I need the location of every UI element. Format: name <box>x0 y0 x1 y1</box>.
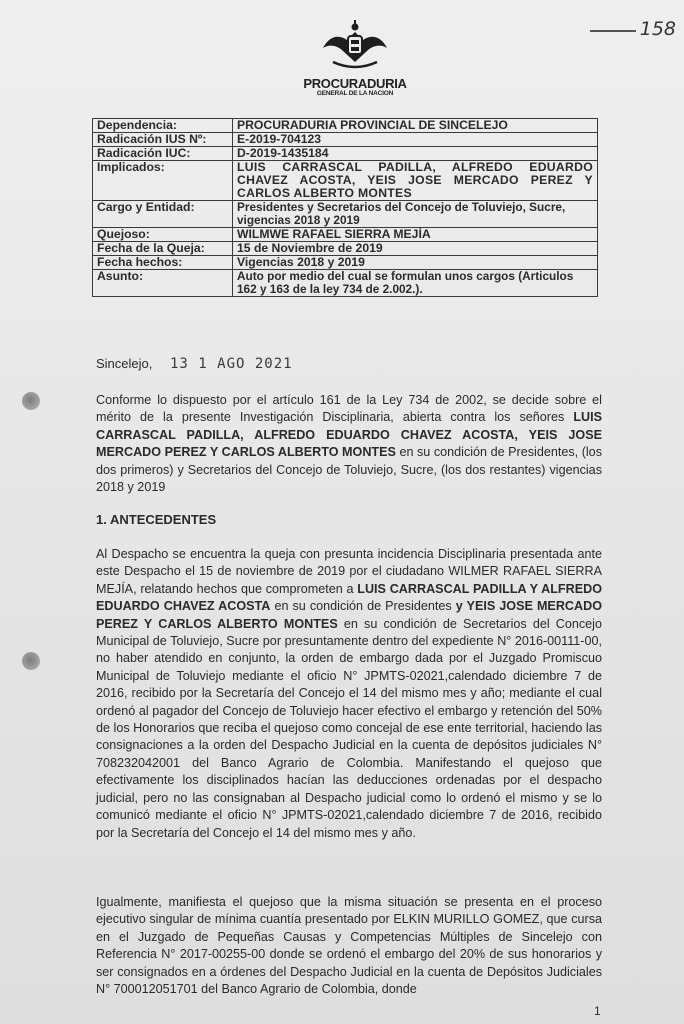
table-key: Asunto: <box>93 270 233 297</box>
table-row <box>93 201 598 228</box>
antecedentes-paragraph-2: Igualmente, manifiesta el quejoso que la misma situación se presenta en el proceso ejecutivo singular de mínima cuantía presentado por ELKIN MURILLO GOMEZ, que cursa en el Juzgado de Pequeñas Causas y Competencias Múltiples de Sincelejo con Referencia N° 2017-00255-00 donde se ordenó el embargo del 20% de sus honorarios y ser consignados en a órdenes del Despacho Judicial en la cuenta de Depósitos Judiciales N° 700012051701 del Banco Agrario de Colombia, donde <box>96 895 602 997</box>
table-value: E-2019-704123 <box>233 133 598 147</box>
section-title: 1. ANTECEDENTES <box>96 512 217 527</box>
table-row <box>93 119 598 133</box>
table-row <box>93 147 598 161</box>
table-value: Auto por medio del cual se formulan unos cargos (Articulos 162 y 163 de la ley 734 de 2.002.). <box>233 270 598 297</box>
table-value: D-2019-1435184 <box>233 147 598 161</box>
punch-hole <box>22 392 40 410</box>
table-key: Radicación IUS Nº: <box>93 133 233 147</box>
case-info-table <box>92 118 598 297</box>
p1-text: Al Despacho se encuentra la queja con presunta incidencia Disciplinaria presentada ante este Despacho el 15 de noviembre de 2019 por el ciudadano WILMER RAFAEL SIERRA MEJÍA, relatando hechos que comprometen a <box>96 547 602 596</box>
p1-text-3: en su condición de Secretarios del Concejo Municipal de Toluviejo, Sucre por presuntamente dentro del expediente N° 2016-00111-00, no haber atendido en conjunto, la orden de embargo dada por el Juzgado Promiscuo Municipal de Toluviejo mediante el oficio N° JPMTS-02021,calendado diciembre 7 de 2016, recibido por la Secretaría del Concejo el 14 del mismo mes y año; mediante el cual ordenó al pagador del Concejo de Toluviejo hacer efectivo el embargo y retención del 50% de los Honorarios que reciba el quejoso como concejal de ese ente territorial, haciendo las consignaciones a la orden del Despacho Judicial en la cuenta de depósitos judiciales N° 708232042001 del Banco Agrario de Colombia. Manifestando el quejoso que efectivamente los disciplinados hacían las deducciones ordenadas por el despacho judicial, pero no las consignaban al Despacho judicial como lo ordenó el mismo y se lo comunicó mediante el oficio N° JPMTS-02021,calendado diciembre 7 de 2016, recibido por la Secretaría del Concejo el 14 del mismo mes y año. <box>96 616 602 840</box>
p1-names: LUIS CARRASCAL PADILLA Y ALFREDO EDUARDO CHAVEZ ACOSTA <box>96 581 602 614</box>
date-place: Sincelejo, <box>96 356 153 371</box>
date-stamp: 13 1 AGO 2021 <box>170 356 293 372</box>
table-value: LUIS CARRASCAL PADILLA, ALFREDO EDUARDO CHAVEZ ACOSTA, YEIS JOSE MERCADO PEREZ Y CARLOS ALBERTO MONTES <box>233 161 598 201</box>
org-subtitle: GENERAL DE LA NACION <box>316 90 394 97</box>
date-line <box>96 356 293 372</box>
intro-paragraph <box>96 392 602 496</box>
intro-text-2: en su condición de Presidentes, (los dos primeros) y Secretarios del Concejo de Toluviejo, Sucre, (los dos restantes) vigencias 2018 y 2019 <box>96 445 602 495</box>
page-number: 1 <box>594 1004 601 1018</box>
folio-number: 158 <box>639 18 676 40</box>
punch-hole <box>22 652 40 670</box>
table-key: Radicación IUC: <box>93 147 233 161</box>
table-row <box>93 256 598 270</box>
table-key: Fecha hechos: <box>93 256 233 270</box>
table-key: Dependencia: <box>93 119 233 133</box>
p1-names-2: y YEIS JOSE MERCADO PEREZ Y CARLOS ALBERTO MONTES <box>96 599 603 631</box>
table-value: Vigencias 2018 y 2019 <box>233 256 598 270</box>
table-key: Implicados: <box>93 161 233 201</box>
table-value: Presidentes y Secretarios del Concejo de Toluviejo, Sucre, vigencias 2018 y 2019 <box>233 201 598 228</box>
table-key: Fecha de la Queja: <box>93 242 233 256</box>
table-key: Quejoso: <box>93 228 233 242</box>
table-key: Cargo y Entidad: <box>93 201 233 228</box>
table-row <box>93 242 598 256</box>
intro-text: Conforme lo dispuesto por el artículo 161 de la Ley 734 de 2002, se decide sobre el mérito de la presente Investigación Disciplinaria, abierta contra los señores <box>96 393 602 425</box>
logo <box>300 18 410 97</box>
table-value: PROCURADURIA PROVINCIAL DE SINCELEJO <box>233 119 598 133</box>
table-row <box>93 270 598 297</box>
org-name: PROCURADURIA <box>303 76 407 91</box>
table-row <box>93 228 598 242</box>
folio-mark <box>590 30 636 32</box>
table-value: WILMWE RAFAEL SIERRA MEJÍA <box>233 228 598 242</box>
coat-of-arms-icon <box>315 18 395 78</box>
table-value: 15 de Noviembre de 2019 <box>233 242 598 256</box>
table-row <box>93 161 598 201</box>
table-row <box>93 133 598 147</box>
p1-text-2: en su condición de Presidentes <box>270 599 456 614</box>
antecedentes-paragraph-1 <box>96 546 602 842</box>
intro-names: LUIS CARRASCAL PADILLA, ALFREDO EDUARDO CHAVEZ ACOSTA, YEIS JOSE MERCADO PEREZ Y CARLOS ALBERTO MONTES <box>96 410 602 460</box>
